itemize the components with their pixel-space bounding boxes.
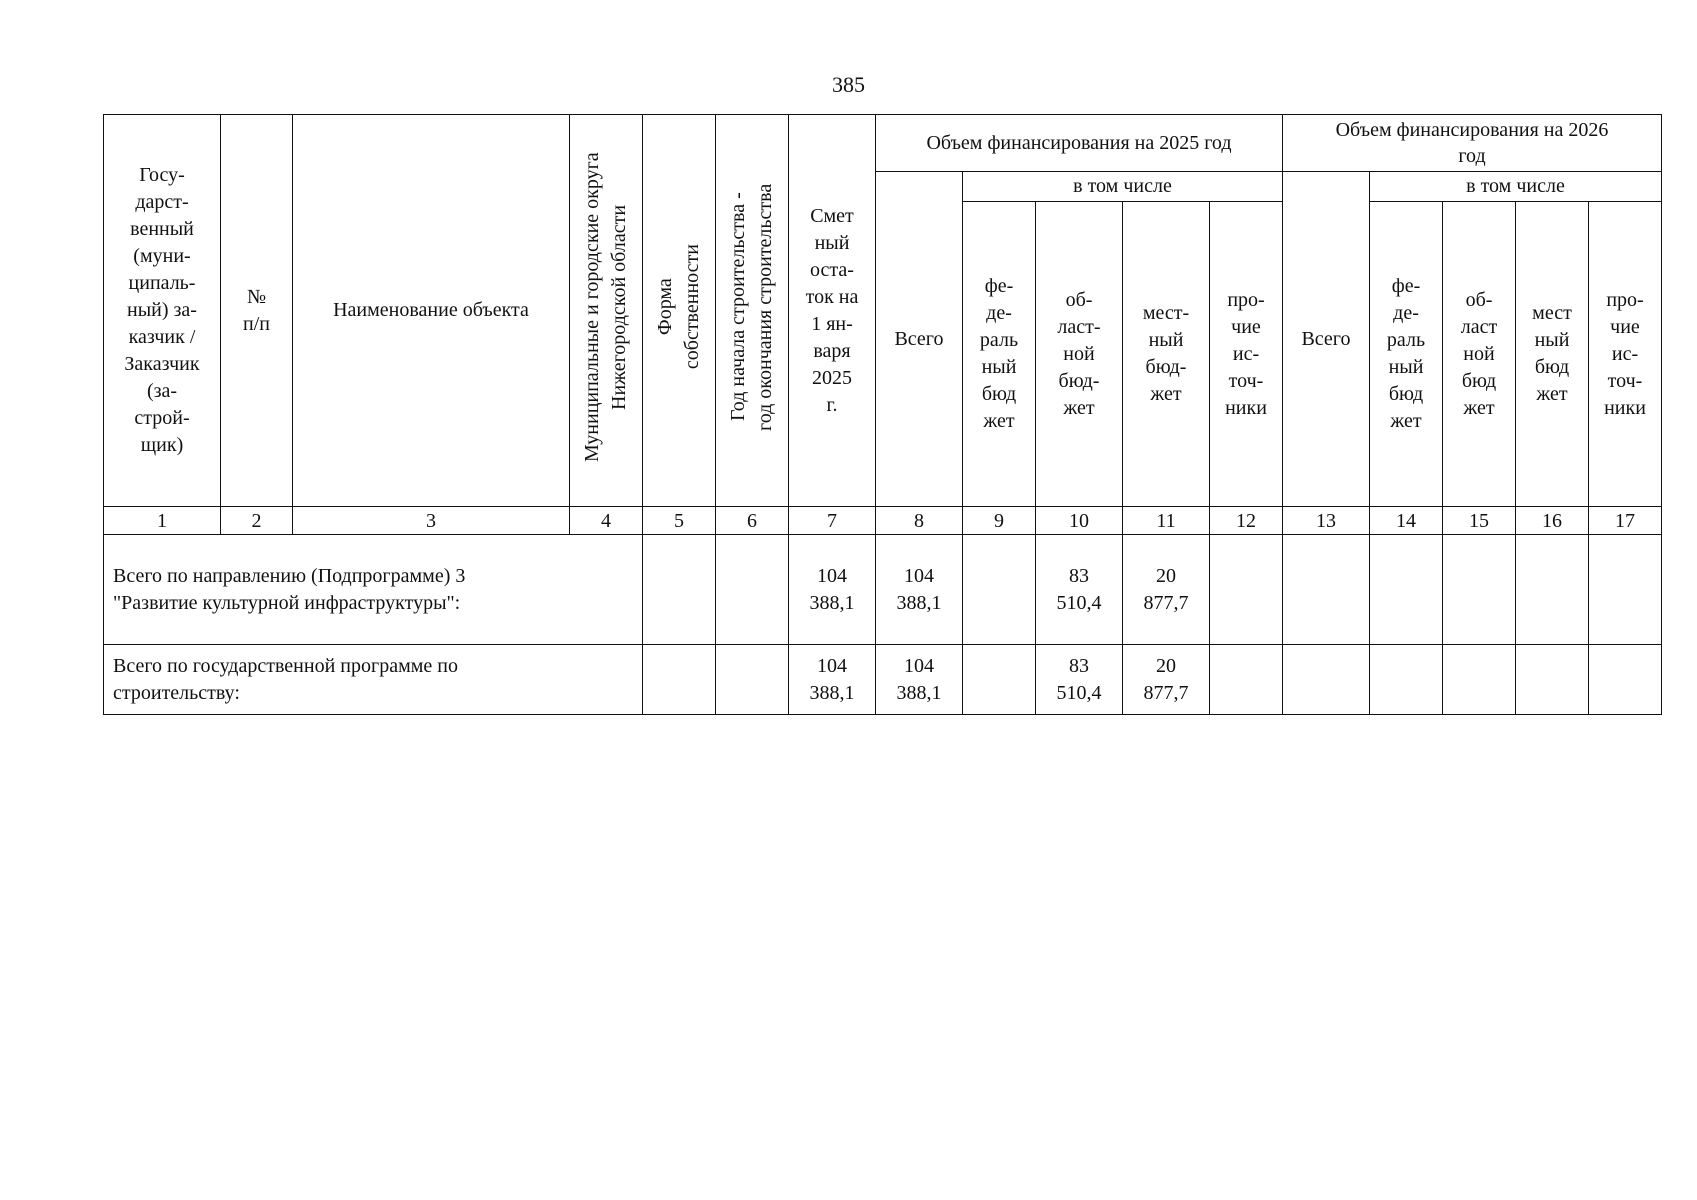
column-number: 3 <box>293 507 570 535</box>
table-cell <box>1370 535 1443 645</box>
column-number: 10 <box>1036 507 1123 535</box>
row-label: Всего по государственной программе по строительству: <box>104 645 643 715</box>
column-number: 11 <box>1123 507 1210 535</box>
column-number: 14 <box>1370 507 1443 535</box>
table-cell: 83 510,4 <box>1036 535 1123 645</box>
table-cell <box>1370 645 1443 715</box>
table-cell <box>1443 645 1516 715</box>
column-number: 1 <box>104 507 221 535</box>
table-cell <box>1283 535 1370 645</box>
header-2026-local: мест ный бюд жет <box>1516 202 1589 507</box>
table-cell: 104 388,1 <box>789 645 876 715</box>
header-customer: Госу- дарст- венный (муни- ципаль- ный) за- казчик / Заказчик (за- строй- щик) <box>104 115 221 507</box>
column-number: 7 <box>789 507 876 535</box>
table-cell <box>1443 535 1516 645</box>
column-number: 8 <box>876 507 963 535</box>
header-2026-total: Всего <box>1283 172 1370 507</box>
column-number: 4 <box>570 507 643 535</box>
table-cell: 104 388,1 <box>876 535 963 645</box>
table-cell <box>716 645 789 715</box>
column-number: 6 <box>716 507 789 535</box>
column-number: 5 <box>643 507 716 535</box>
header-estimated-balance: Смет ный оста- ток на 1 ян- варя 2025 г. <box>789 115 876 507</box>
header-ownership: Форма собственности <box>643 115 716 507</box>
header-2026-other: про- чие ис- точ- ники <box>1589 202 1662 507</box>
table-row-subprogram-total <box>104 535 1662 645</box>
table-cell <box>1516 645 1589 715</box>
table-cell: 104 388,1 <box>789 535 876 645</box>
column-number: 9 <box>963 507 1036 535</box>
header-2026-including: в том числе <box>1370 172 1662 202</box>
page-number: 385 <box>832 72 865 97</box>
row-label: Всего по направлению (Подпрограмме) 3 "Развитие культурной инфраструктуры": <box>104 535 643 645</box>
table-cell: 20 877,7 <box>1123 535 1210 645</box>
table-cell <box>1589 645 1662 715</box>
header-number: № п/п <box>221 115 293 507</box>
table-cell <box>1210 535 1283 645</box>
table-cell: 20 877,7 <box>1123 645 1210 715</box>
table-cell <box>716 535 789 645</box>
table-cell <box>643 535 716 645</box>
table-cell: 83 510,4 <box>1036 645 1123 715</box>
column-number: 17 <box>1589 507 1662 535</box>
table-cell <box>963 535 1036 645</box>
column-number: 2 <box>221 507 293 535</box>
financing-table <box>103 114 1662 715</box>
header-2025-including: в том числе <box>963 172 1283 202</box>
header-object-name: Наименование объекта <box>293 115 570 507</box>
column-number-row <box>104 507 1662 535</box>
column-number: 15 <box>1443 507 1516 535</box>
header-2026-federal: фе- де- раль ный бюд жет <box>1370 202 1443 507</box>
column-number: 16 <box>1516 507 1589 535</box>
column-number: 13 <box>1283 507 1370 535</box>
header-financing-2026: Объем финансирования на 2026 год <box>1283 115 1662 172</box>
column-number: 12 <box>1210 507 1283 535</box>
header-2026-regional: об- ласт ной бюд жет <box>1443 202 1516 507</box>
table-cell <box>1210 645 1283 715</box>
header-municipalities: Муниципальные и городские округа Нижегородской области <box>570 115 643 507</box>
table-cell <box>643 645 716 715</box>
table-cell <box>963 645 1036 715</box>
header-financing-2025: Объем финансирования на 2025 год <box>876 115 1283 172</box>
table-cell <box>1283 645 1370 715</box>
table-cell: 104 388,1 <box>876 645 963 715</box>
header-construction-years: Год начала строительства - год окончания строительства <box>716 115 789 507</box>
table-cell <box>1516 535 1589 645</box>
header-2025-federal: фе- де- раль ный бюд жет <box>963 202 1036 507</box>
table-row-program-total <box>104 645 1662 715</box>
header-2025-regional: об- ласт- ной бюд- жет <box>1036 202 1123 507</box>
header-2025-total: Всего <box>876 172 963 507</box>
table-cell <box>1589 535 1662 645</box>
header-2025-local: мест- ный бюд- жет <box>1123 202 1210 507</box>
header-2025-other: про- чие ис- точ- ники <box>1210 202 1283 507</box>
